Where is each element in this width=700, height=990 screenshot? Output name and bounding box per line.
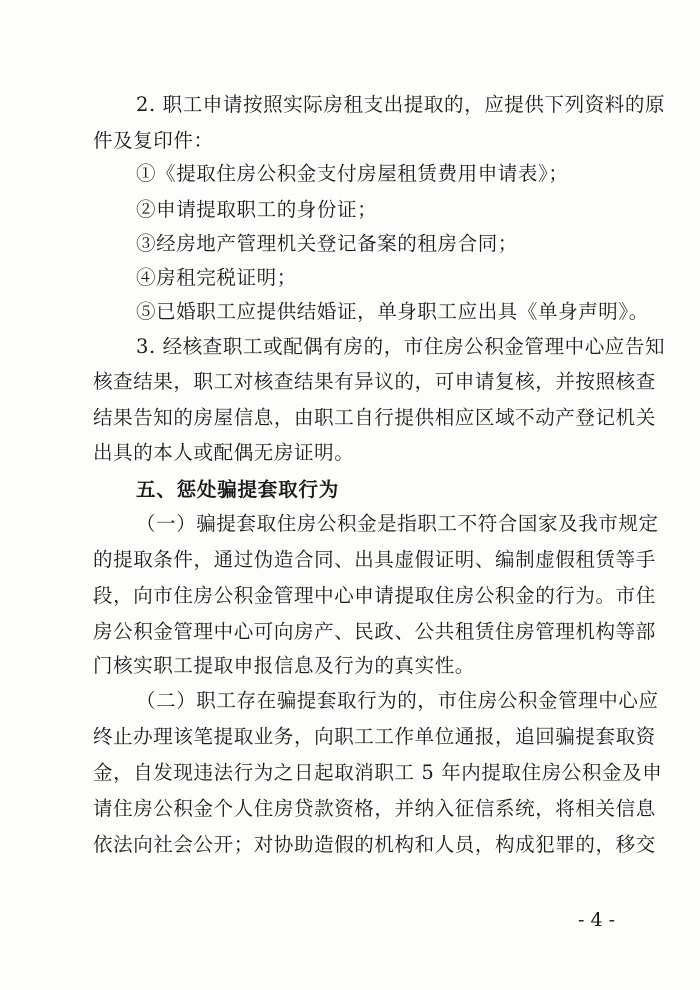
list-item: ④房租完税证明； [136,266,297,289]
paragraph-line: 依法向社会公开；对协助造假的机构和人员，构成犯罪的，移交 [93,833,656,856]
paragraph-line: 3. 经核查职工或配偶有房的，市住房公积金管理中心应告知 [136,335,666,358]
page-number: - 4 - [578,909,616,931]
paragraph-line: 金，自发现违法行为之日起取消职工 5 年内提取住房公积金及申 [93,761,663,784]
paragraph-line: 件及复印件： [93,129,214,152]
paragraph-line: 门核实职工提取申报信息及行为的真实性。 [93,654,475,677]
paragraph-line: 出具的本人或配偶无房证明。 [93,441,355,464]
list-item: ⑤已婚职工应提供结婚证，单身职工应出具《单身声明》。 [136,300,649,323]
paragraph-line: 段，向市住房公积金管理中心申请提取住房公积金的行为。市住 [93,584,656,607]
paragraph-line: 的提取条件，通过伪造合同、出具虚假证明、编制虚假租赁等手 [93,548,656,571]
list-item: ②申请提取职工的身份证； [136,198,378,221]
paragraph-line: 结果告知的房屋信息，由职工自行提供相应区域不动产登记机关 [93,406,656,429]
paragraph-line: 请住房公积金个人住房贷款资格，并纳入征信系统，将相关信息 [93,797,656,820]
paragraph-line: 房公积金管理中心可向房产、民政、公共租赁住房管理机构等部 [93,620,656,643]
list-item: ③经房地产管理机关登记备案的租房合同； [136,232,518,255]
paragraph-line: （一）骗提套取住房公积金是指职工不符合国家及我市规定 [136,512,659,535]
paragraph-line: 核查结果，职工对核查结果有异议的，可申请复核，并按照核查 [93,370,656,393]
list-item: ①《提取住房公积金支付房屋租赁费用申请表》； [136,162,569,185]
paragraph-line: 终止办理该笔提取业务，向职工工作单位通报，追回骗提套取资 [93,725,656,748]
paragraph-line: （二）职工存在骗提套取行为的，市住房公积金管理中心应 [136,689,659,712]
section-heading: 五、惩处骗提套取行为 [136,478,340,501]
paragraph-line: 2. 职工申请按照实际房租支出提取的，应提供下列资料的原 [136,93,666,116]
